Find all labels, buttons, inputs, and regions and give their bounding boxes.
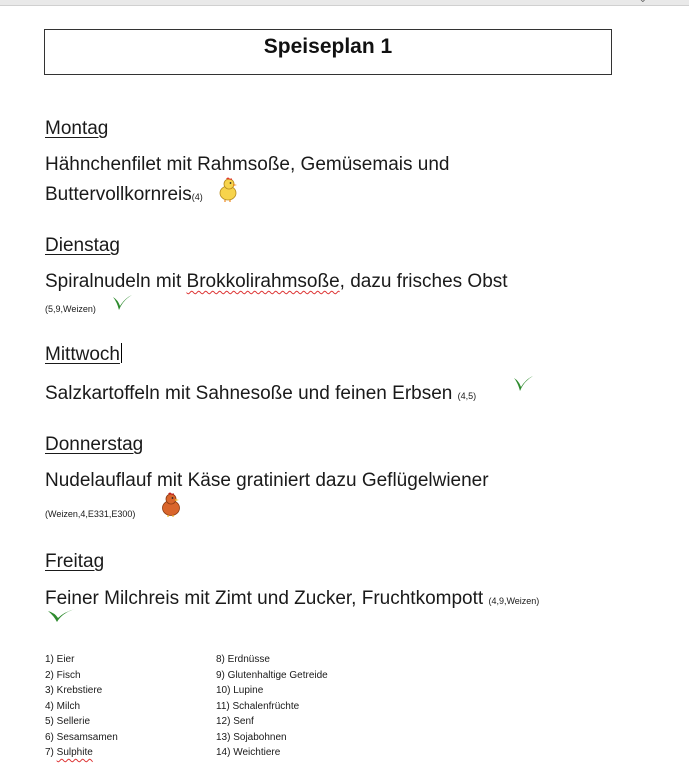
window-top-edge [0, 0, 689, 6]
meal-freitag [45, 584, 655, 616]
allergen-codes-dienstag: (5,9,Weizen) [45, 304, 96, 314]
meal-montag-line2 [45, 180, 655, 212]
text-cursor [121, 343, 122, 363]
allergen-item: 9) Glutenhaltige Getreide [216, 669, 328, 681]
allergen-item: 6) Sesamsamen [45, 731, 118, 743]
meal-mittwoch-text: Salzkartoffeln mit Sahnesoße und feinen Erbsen [45, 383, 458, 404]
meal-dienstag-text-start: Spiralnudeln mit [45, 271, 187, 292]
chicken-icon [217, 176, 239, 202]
allergen-item: 3) Krebstiere [45, 685, 103, 696]
day-heading-mittwoch [45, 343, 122, 366]
allergen-codes-montag: (4) [191, 192, 203, 202]
meal-montag-text: Buttervollkornreis [45, 184, 192, 205]
meal-montag [45, 150, 655, 212]
allergen-item: 1) Eier [45, 654, 75, 665]
allergen-codes-mittwoch: (4,5) [457, 391, 477, 401]
allergen-item: 2) Fisch [45, 669, 81, 681]
meal-montag-line1: Hähnchenfilet mit Rahmsoße, Gemüsemais und [45, 154, 450, 175]
day-heading-mittwoch-text: Mittwoch [45, 344, 120, 365]
vegetarian-leaf-icon [46, 608, 76, 624]
day-heading-donnerstag: Donnerstag [45, 434, 144, 455]
chicken-icon [159, 491, 183, 517]
allergen-item [45, 745, 118, 761]
allergen-number: 7) [45, 747, 57, 758]
page-title: Speiseplan 1 [263, 35, 393, 58]
day-heading-freitag: Freitag [45, 551, 105, 572]
allergen-item: 4) Milch [45, 700, 81, 712]
meal-mittwoch [45, 379, 655, 411]
allergen-item: 12) Senf [216, 716, 254, 727]
vegetarian-leaf-icon [512, 375, 534, 393]
allergen-codes-donnerstag: (Weizen,4,E331,E300) [45, 509, 136, 519]
allergen-legend-right [216, 652, 328, 761]
allergen-item: 5) Sellerie [45, 716, 91, 727]
spellcheck-flagged-word[interactable]: Brokkolirahmsoße [186, 271, 340, 292]
allergen-item: 13) Sojabohnen [216, 731, 287, 743]
allergen-item: 14) Weichtiere [216, 747, 281, 758]
meal-dienstag [45, 267, 655, 297]
allergen-item: 10) Lupine [216, 685, 264, 696]
allergen-legend-left [45, 652, 118, 761]
allergen-item: 11) Schalenfrüchte [216, 700, 300, 712]
meal-freitag-text: Feiner Milchreis mit Zimt und Zucker, Fruchtkompott [45, 588, 489, 609]
day-heading-montag: Montag [45, 118, 109, 139]
meal-donnerstag: Nudelauflauf mit Käse gratiniert dazu Geflügelwiener [45, 470, 489, 491]
allergen-codes-freitag: (4,9,Weizen) [488, 596, 540, 606]
title-box [44, 29, 612, 75]
spellcheck-flagged-word[interactable]: Sulphite [56, 747, 93, 758]
scroll-arrow-icon[interactable] [639, 0, 647, 5]
day-heading-dienstag: Dienstag [45, 235, 120, 256]
vegetarian-leaf-icon [111, 294, 133, 312]
meal-dienstag-text-end: , dazu frisches Obst [339, 271, 508, 292]
allergen-item: 8) Erdnüsse [216, 654, 270, 665]
